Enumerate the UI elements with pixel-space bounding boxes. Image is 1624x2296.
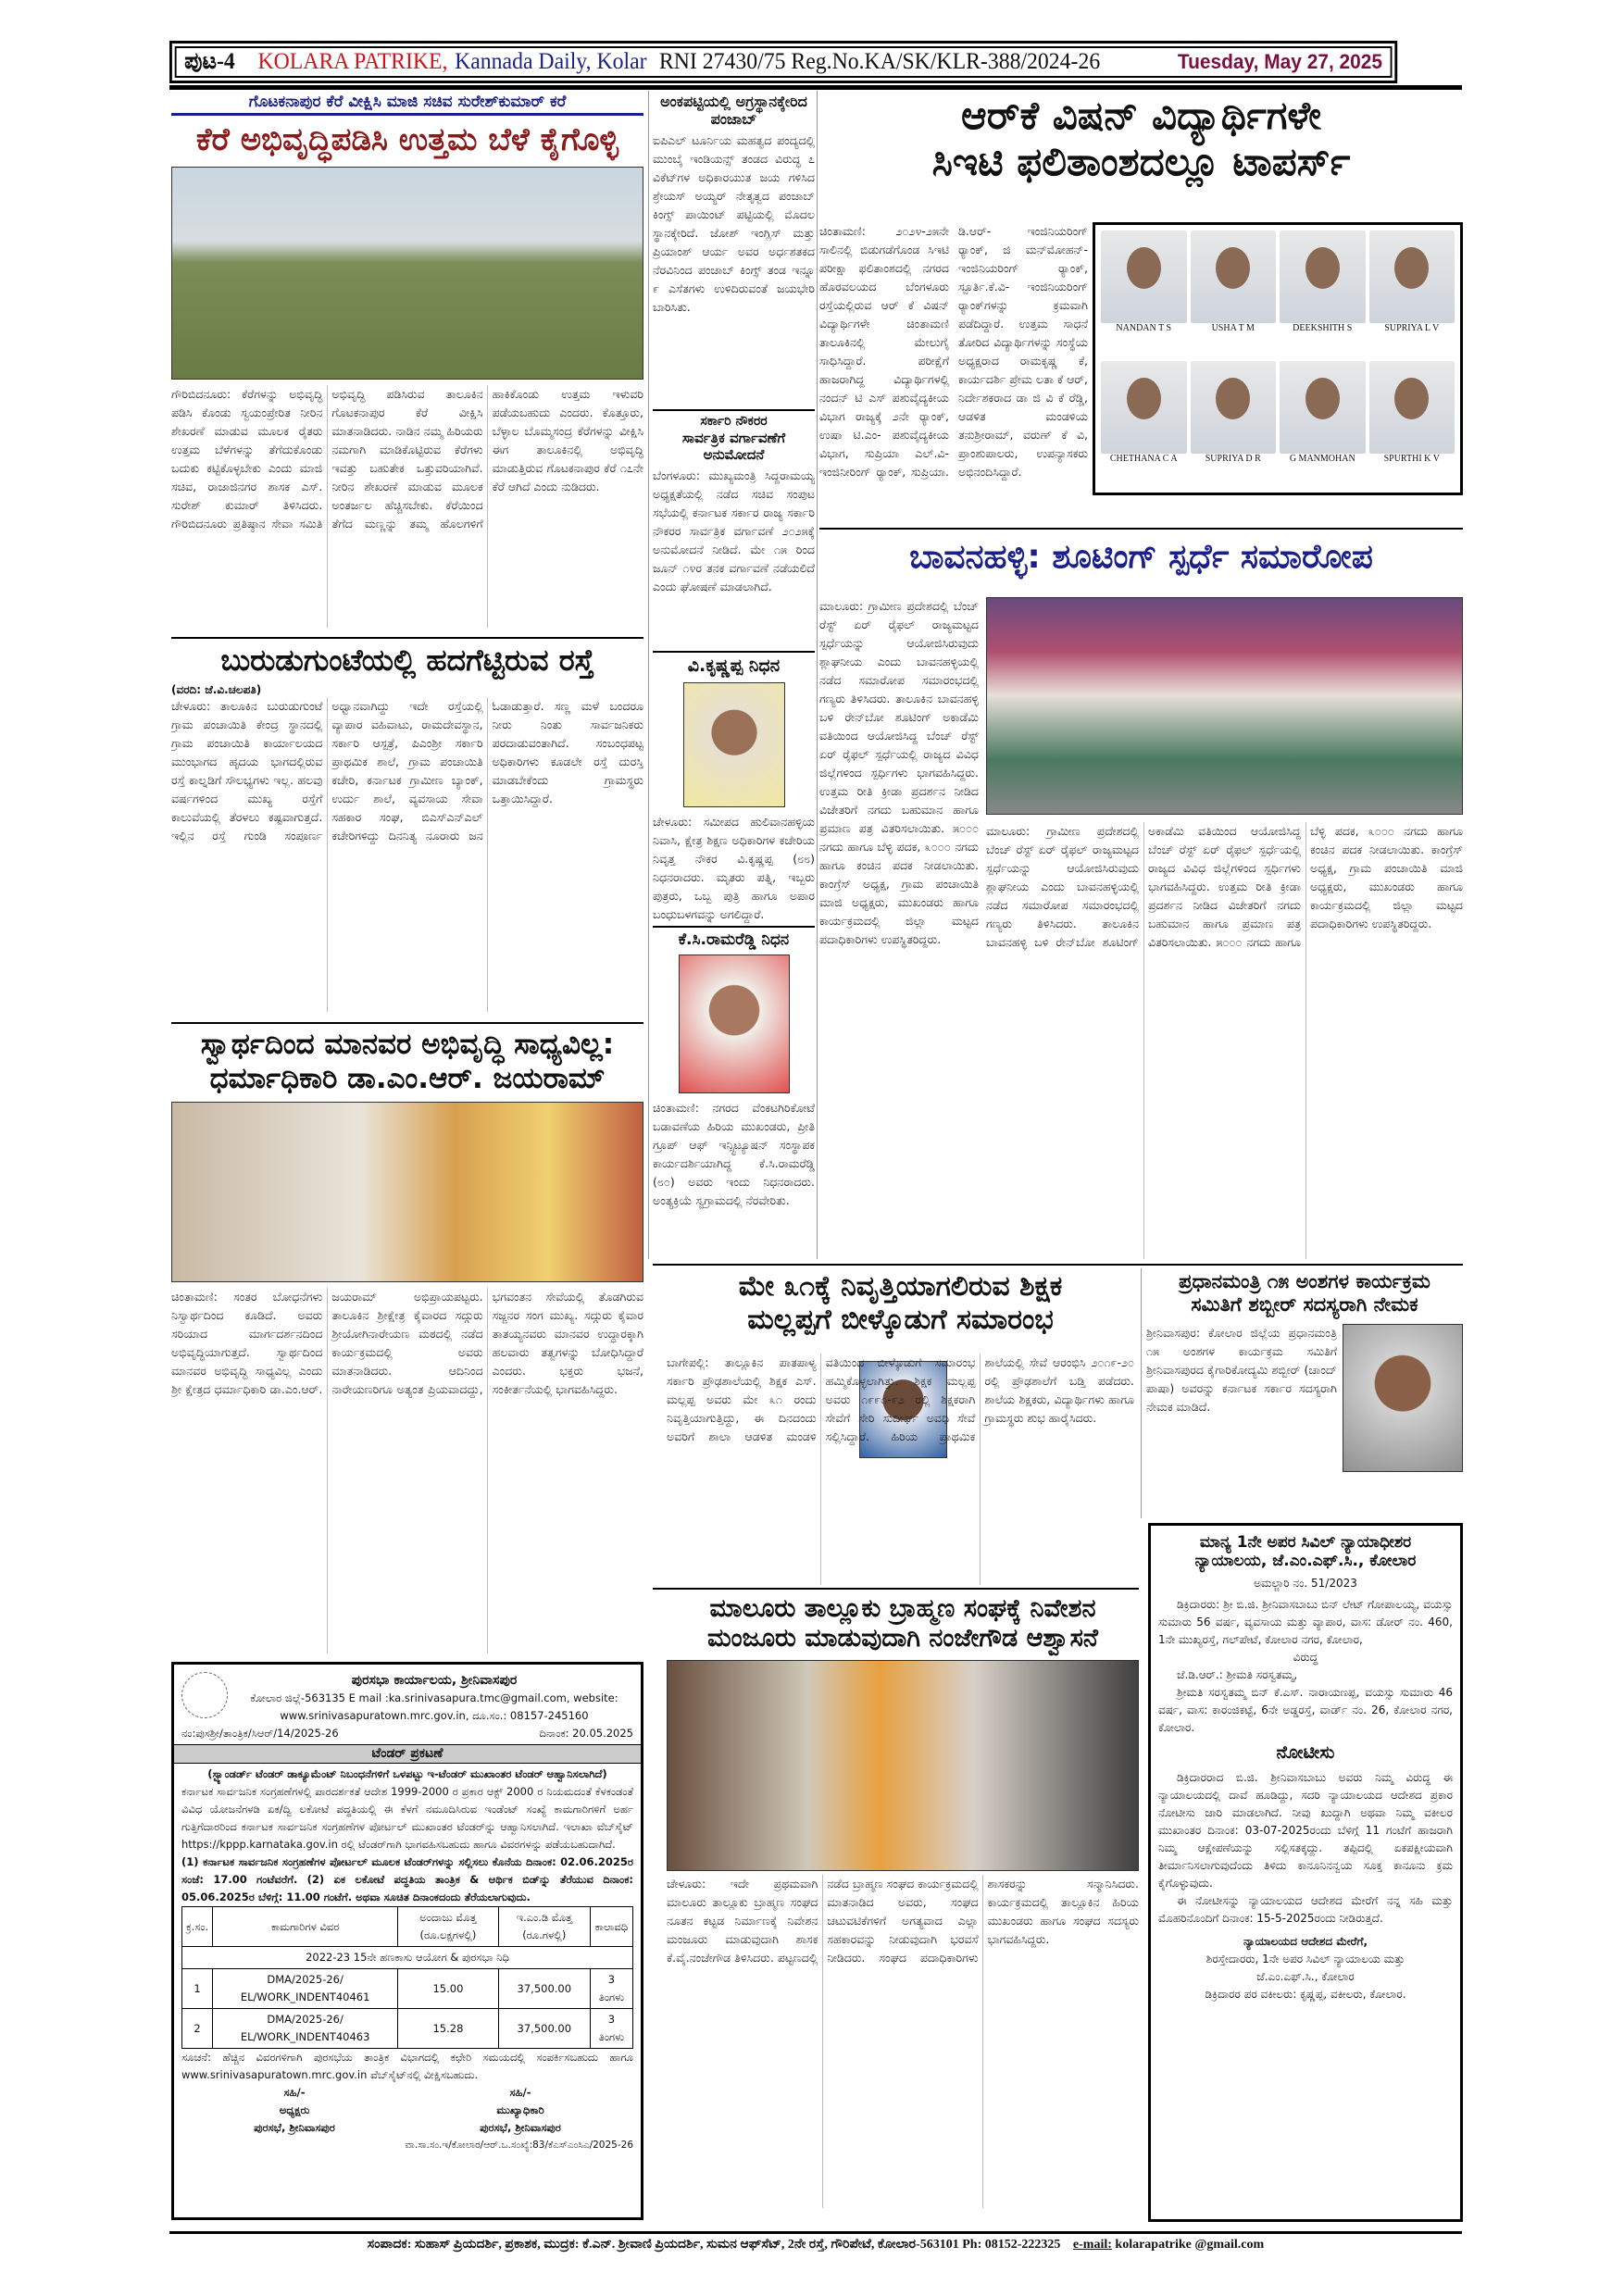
- article-headline: ಬಾವನಹಳ್ಳಿ: ಶೂಟಿಂಗ್ ಸ್ಪರ್ಧೆ ಸಮಾರೋಪ: [909, 538, 1373, 576]
- student-card: NANDAN T S: [1101, 231, 1187, 357]
- signatory-line2: ಜೆ.ಎಂ.ಎಫ್.ಸಿ., ಕೋಲಾರ: [1256, 1969, 1355, 1983]
- notice-date: ದಿನಾಂಕ: 20.05.2025: [539, 1727, 633, 1740]
- article-transfer: [653, 414, 815, 652]
- court-title-line2: ನ್ಯಾಯಾಲಯ, ಜೆ.ಎಂ.ಎಫ್.ಸಿ., ಕೋಲಾರ: [1194, 1552, 1417, 1571]
- office-website: www.srinivasapuratown.mrc.gov.in, ದೂ.ಸಂ.: 08157-245160: [280, 1709, 589, 1722]
- article-body: ಚಿಂತಾಮಣಿ: ೨೦೨೪-೨೫ನೇ ಸಾಲಿನಲ್ಲಿ ಬಿಡುಗಡೆಗೊಂಡ ಸಿಇಟಿ ಪರೀಕ್ಷಾ ಫಲಿತಾಂಶದಲ್ಲಿ ನಗರದ ಹೊರವಲಯದ ಬೆಂಗಳೂರು ರಸ್ತೆಯಲ್ಲಿರುವ ಆರ್ ಕೆ ವಿಷನ್ ವಿದ್ಯಾರ್ಥಿಗಳೇ ಚಿಂತಾಮಣಿ ತಾಲೂಕಿನಲ್ಲಿ ಮೇಲುಗೈ ಸಾಧಿಸಿದ್ದಾರೆ. ಪರೀಕ್ಷೆಗೆ ಹಾಜರಾಗಿದ್ದ ವಿದ್ಯಾರ್ಥಿಗಳಲ್ಲಿ ನಂದನ್ ಟಿ ಎಸ್ ಪಶುವೈದ್ಯಕೀಯ ವಿಭಾಗ ರಾಜ್ಯಕ್ಕೆ ೨ನೇ ರ್‍ಯಾಂಕ್, ಉಷಾ ಟಿ.ಎಂ- ಪಶುವೈದ್ಯಕೀಯ ವಿಭಾಗ, ಸುಪ್ರಿಯಾ ಎಲ್.ವಿ- ಇಂಜಿನೀರಿಂಗ್ ರ್‍ಯಾಂಕ್, ಸುಪ್ರಿಯಾ. ಡಿ.ಆರ್- ಇಂಜಿನಿಯರಿಂಗ್ ರ್‍ಯಾಂಕ್, ಜಿ ಮನ್‌ಮೋಹನ್- ಇಂಜಿನಿಯರಿಂಗ್ ರ್‍ಯಾಂಕ್, ಸ್ಪೂರ್ತಿ.ಕೆ.ವಿ- ಇಂಜಿನಿಯರಿಂಗ್ ರ್‍ಯಾಂಕ್‌ಗಳನ್ನು ಕ್ರಮವಾಗಿ ಪಡೆದಿದ್ದಾರೆ. ಉತ್ತಮ ಸಾಧನೆ ತೋರಿದ ವಿದ್ಯಾರ್ಥಿಗಳನ್ನು ಸಂಸ್ಥೆಯ ಅಧ್ಯಕ್ಷರಾದ ರಾಮಕೃಷ್ಣ ಕೆ, ಕಾರ್ಯದರ್ಶಿ ಪ್ರೇಮ ಲತಾ ಕೆ ಆರ್, ನಿರ್ದೇಶಕರಾದ ಡಾ ಜಿ ವಿ ಕೆ ರೆಡ್ಡಿ, ಆಡಳಿತ ಮಂಡಳಿಯ ತನುಶ್ರೀರಾಮ್, ವರುಣ್ ಕೆ ವಿ, ಪ್ರಾಂಶುಪಾಲರು, ಉಪನ್ಯಾಸಕರು ಅಭಿನಂದಿಸಿದ್ದಾರೆ.: [819, 224, 1088, 479]
- student-card: USHA T M: [1191, 231, 1277, 357]
- email-label: e-mail:: [1072, 2238, 1112, 2252]
- versus-label: ವಿರುದ್ಧ: [1293, 1650, 1318, 1664]
- portrait-photo: [683, 682, 785, 807]
- notice-issue-date: ಈ ನೋಟೀಸನ್ನು ನ್ಯಾಯಾಲಯದ ಆದೇಶದ ಮೇರೆಗೆ ನನ್ನ ಸಹಿ ಮತ್ತು ಮೊಹರಿನೊಂದಿಗೆ ದಿನಾಂಕ: 15-5-2025ರಂದು ನೀಡಿರುತ್ತದೆ.: [1158, 1893, 1453, 1925]
- divider: [653, 1588, 1139, 1590]
- article-headline-line2: ಮಲ್ಲಪ್ಪಗೆ ಬೀಳ್ಕೊಡುಗೆ ಸಮಾರಂಭ: [747, 1304, 1054, 1336]
- article-punjab: [653, 93, 815, 377]
- portrait-photo: [679, 955, 790, 1093]
- column-header: ಕಾಲಾವಧಿ: [590, 1907, 632, 1947]
- divider: [653, 926, 815, 928]
- student-photo: [1191, 361, 1277, 454]
- article-headline-line2: ಧರ್ಮಾಧಿಕಾರಿ ಡಾ.ಎಂ.ಆರ್. ಜಯರಾಮ್: [209, 1062, 606, 1096]
- table-row: 1 DMA/2025-26/ EL/WORK_INDENT40461 15.00 37,500.00 3 ತಿಂಗಳು: [182, 1969, 633, 2009]
- column-header: ಅಂದಾಜು ಮೊತ್ತ (ರೂ.ಲಕ್ಷಗಳಲ್ಲಿ): [398, 1907, 499, 1947]
- release-code: ವಾ.ಸಾ.ಸಂ.ಇ/ಕೋಲಾರ/ಆರ್.ಒ.ಸಂಖ್ಯೆ:83/ಕೆಎಸ್ಎಂಸಿಎ/2025-26: [405, 2140, 633, 2151]
- divider: [653, 409, 815, 411]
- student-photo: [1101, 361, 1187, 454]
- student-photo: [1191, 231, 1277, 323]
- article-malur: [667, 1594, 1139, 2208]
- office-name: ಪುರಸಭಾ ಕಾರ್ಯಾಲಯ, ಶ್ರೀನಿವಾಸಪುರ: [351, 1673, 518, 1688]
- column-rule: [1141, 1268, 1142, 1518]
- signatory-line1: ಶಿರಸ್ತೇದಾರರು, 1ನೇ ಅಪರ ಸಿವಿಲ್ ನ್ಯಾಯಾಲಯ ಮತ್ತು: [1206, 1952, 1405, 1965]
- order-line: ನ್ಯಾಯಾಲಯದ ಆದೇಶದ ಮೇರೆಗೆ,: [1243, 1934, 1368, 1948]
- page-number: ಪುಟ-4: [184, 49, 235, 74]
- divider: [819, 528, 1463, 530]
- article-jayaram: [171, 1028, 643, 1653]
- signature-chief-officer: ಸಹಿ/- ಮುಖ್ಯಾಧಿಕಾರಿ ಪುರಸಭೆ, ಶ್ರೀನಿವಾಸಪುರ: [480, 2086, 561, 2134]
- reference-number: ನಂ:ಪುಸಶ್ರೀ/ತಾಂತ್ರಿಕ/ಸಿಆರ್/14/2025-26: [181, 1727, 339, 1740]
- student-card: SUPRIYA L V: [1369, 231, 1455, 357]
- article-shabbir: [1146, 1270, 1463, 1477]
- student-photo: [1280, 361, 1366, 454]
- student-card: SPURTHI K V: [1369, 361, 1455, 488]
- tender-notice: [171, 1662, 643, 2220]
- article-body: ಬಾಗೇಪಲ್ಲಿ: ತಾಲ್ಲೂಕಿನ ಪಾತಪಾಳ್ಯ ಸರ್ಕಾರಿ ಪ್ರೌಢಶಾಲೆಯಲ್ಲಿ ಶಿಕ್ಷಕ ಎಸ್. ಮಲ್ಲಪ್ಪ ಅವರು ಮೇ ೩೧ ರಂದು ನಿವೃತ್ತಿಯಾಗುತ್ತಿದ್ದು, ಈ ದಿನದಂದು ಅವರಿಗೆ ಶಾಲಾ ಆಡಳಿತ ಮಂಡಳಿ ವತಿಯಿಂದ ಬೀಳ್ಕೊಡುಗೆ ಸಮಾರಂಭ ಹಮ್ಮಿಕೊಳ್ಳಲಾಗಿತ್ತು. ಶಿಕ್ಷಕ ಮಲ್ಲಪ್ಪ ಅವರು ೧೯೯೧-೯೨ ರಲ್ಲಿ ಶಿಕ್ಷಕರಾಗಿ ಸೇವೆಗೆ ಸೇರಿ ಸುದೀರ್ಘ ಅವಧಿ ಸೇವೆ ಸಲ್ಲಿಸಿದ್ದಾರೆ. ಹಿರಿಯ ಪ್ರಾಥಮಿಕ ಶಾಲೆಯಲ್ಲಿ ಸೇವೆ ಆರಂಭಿಸಿ ೨೦೧೯-೨೦ ರಲ್ಲಿ ಪ್ರೌಢಶಾಲೆಗೆ ಬಡ್ತಿ ಪಡೆದರು. ಶಾಲೆಯ ಶಿಕ್ಷಕರು, ವಿದ್ಯಾರ್ಥಿಗಳು ಹಾಗೂ ಗ್ರಾಮಸ್ಥರು ಶುಭ ಹಾರೈಸಿದರು.: [667, 1355, 1134, 1443]
- article-headline: ಕೆರೆ ಅಭಿವೃದ್ಧಿಪಡಿಸಿ ಉತ್ತಮ ಬೆಳೆ ಕೈಗೊಳ್ಳಿ: [195, 121, 619, 158]
- felicitation-photo: [667, 1660, 1139, 1871]
- article-body: ಮಾಲೂರು: ಗ್ರಾಮೀಣ ಪ್ರದೇಶದಲ್ಲಿ ಬೆಂಚ್ ರೆಸ್ಟ್ ಏರ್ ರೈಫಲ್ ರಾಜ್ಯಮಟ್ಟದ ಸ್ಪರ್ಧೆಯನ್ನು ಆಯೋಜಿಸಿರುವುದು ಶ್ಲಾಘನೀಯ ಎಂದು ಬಾವನಹಳ್ಳಿಯಲ್ಲಿ ನಡೆದ ಸಮಾರೋಪ ಸಮಾರಂಭದಲ್ಲಿ ಗಣ್ಯರು ತಿಳಿಸಿದರು. ತಾಲೂಕಿನ ಬಾವನಹಳ್ಳಿ ಬಳಿ ರೇನ್‌ಬೋ ಶೂಟಿಂಗ್ ಅಕಾಡೆಮಿ ವತಿಯಿಂದ ಆಯೋಜಿಸಿದ್ದ ಬೆಂಚ್ ರೆಸ್ಟ್ ಏರ್ ರೈಫಲ್ ಸ್ಪರ್ಧೆಯಲ್ಲಿ ರಾಜ್ಯದ ವಿವಿಧ ಜಿಲ್ಲೆಗಳಿಂದ ಸ್ಪರ್ಧಿಗಳು ಭಾಗವಹಿಸಿದ್ದರು. ಉತ್ತಮ ರೀತಿ ಕ್ರೀಡಾ ಪ್ರದರ್ಶನ ನೀಡಿದ ವಿಜೇತರಿಗೆ ನಗದು ಬಹುಮಾನ ಹಾಗೂ ಪ್ರಮಾಣ ಪತ್ರ ವಿತರಿಸಲಾಯಿತು. ೫೦೦೦ ನಗದು ಹಾಗೂ ಬೆಳ್ಳಿ ಪದಕ, ೩೦೦೦ ನಗದು ಹಾಗೂ ಕಂಚಿನ ಪದಕ ನೀಡಲಾಯಿತು. ಕಾಂಗ್ರೆಸ್ ಅಧ್ಯಕ್ಷ, ಗ್ರಾಮ ಪಂಚಾಯಿತಿ ಮಾಜಿ ಅಧ್ಯಕ್ಷರು, ಮುಖಂಡರು ಹಾಗೂ ಕಾರ್ಯಕ್ರಮದಲ್ಲಿ ಜಿಲ್ಲಾ ಮಟ್ಟದ ಪದಾಧಿಕಾರಿಗಳು ಉಪಸ್ಥಿತರಿದ್ದರು.: [819, 599, 979, 946]
- article-road: [171, 643, 643, 1012]
- tender-body: ಕರ್ನಾಟಕ ಸಾರ್ವಜನಿಕ ಸಂಗ್ರಹಣೆಗಳಲ್ಲಿ ಪಾರದರ್ಶಕತೆ ಆದೇಶ 1999-2000 ರ ಪ್ರಕಾರ ಆಕ್ಟ್ 2000 ರ ನಿಯಮದಂತೆ ಕೆಳಕಂಡಂತೆ ವಿವಿಧ ಯೋಜನೆಗಳಡಿ ಏಕ/ದ್ವಿ ಲಕೋಟೆ ಪದ್ಧತಿಯಲ್ಲಿ ಈ ಕೆಳಗೆ ನಮೂದಿಸಿರುವ ಇಂಡೆಂಟ್ ಸಂಖ್ಯೆ ಕಾಮಗಾರಿಗಳಿಗೆ ಅರ್ಹ ಗುತ್ತಿಗೆದಾರರಿಂದ ಕರ್ನಾಟಕ ಸಾರ್ವಜನಿಕ ಸಂಗ್ರಹಣೆಗಳ ಪೋರ್ಟಲ್ ಮುಖಾಂತರ ಟೆಂಡರ್‌ನ್ನು ಆಹ್ವಾನಿಸಲಾಗಿದೆ. ಇಲಾಖಾ ವೆಬ್‌ಸೈಟ್ https://kppp.karnataka.gov.in ರಲ್ಲಿ ಟೆಂಡರ್‌ಗಾಗಿ ಭಾಗವಹಿಸಬಹುದು ಹಾಗೂ ವಿವರಗಳನ್ನು ಪಡೆಯಬಹುದಾಗಿದೆ.: [181, 1785, 633, 1851]
- article-headline: ಬುರುಡುಗುಂಟೆಯಲ್ಲಿ ಹದಗೆಟ್ಟಿರುವ ರಸ್ತೆ: [220, 643, 594, 678]
- issue-date: Tuesday, May 27, 2025: [1177, 50, 1383, 73]
- article-headline: ಕೆ.ಸಿ.ರಾಮರೆಡ್ಡಿ ನಿಧನ: [678, 930, 790, 949]
- tender-note: ಸೂಚನೆ: ಹೆಚ್ಚಿನ ವಿವರಗಳಿಗಾಗಿ ಪುರಸಭೆಯ ತಾಂತ್ರಿಕ ವಿಭಾಗದಲ್ಲಿ ಕಛೇರಿ ಸಮಯದಲ್ಲಿ ಸಂಪರ್ಕಿಸಬಹುದು ಹಾಗೂ www.srinivasapuratown.mrc.gov.in ವೆಬ್‌ಸೈಟ್‌ನಲ್ಲಿ ವೀಕ್ಷಿಸಬಹುದು.: [181, 2051, 633, 2081]
- article-body: ಚೇಳೂರು: ಇದೇ ಪ್ರಥಮವಾಗಿ ಮಾಲೂರು ತಾಲ್ಲೂಕು ಬ್ರಾಹ್ಮಣ ಸಂಘದ ನೂತನ ಕಟ್ಟಡ ನಿರ್ಮಾಣಕ್ಕೆ ನಿವೇಶನ ಮಂಜೂರು ಮಾಡುವುದಾಗಿ ಶಾಸಕ ಕೆ.ವೈ.ನಂಜೇಗೌಡ ತಿಳಿಸಿದರು. ಪಟ್ಟಣದಲ್ಲಿ ನಡೆದ ಬ್ರಾಹ್ಮಣ ಸಂಘದ ಕಾರ್ಯಕ್ರಮದಲ್ಲಿ ಮಾತನಾಡಿದ ಅವರು, ಸಂಘದ ಚಟುವಟಿಕೆಗಳಿಗೆ ಅಗತ್ಯವಾದ ಎಲ್ಲಾ ಸಹಕಾರವನ್ನು ನೀಡುವುದಾಗಿ ಭರವಸೆ ನೀಡಿದರು. ಸಂಘದ ಪದಾಧಿಕಾರಿಗಳು ಶಾಸಕರನ್ನು ಸನ್ಮಾನಿಸಿದರು. ಕಾರ್ಯಕ್ರಮದಲ್ಲಿ ತಾಲ್ಲೂಕಿನ ಹಿರಿಯ ಮುಖಂಡರು ಹಾಗೂ ಸಂಘದ ಸದಸ್ಯರು ಭಾಗವಹಿಸಿದ್ದರು.: [667, 1876, 1139, 1965]
- article-byline: (ವರದಿ: ಜೆ.ವಿ.ಚಲಪತಿ): [171, 683, 262, 697]
- table-header: [182, 1907, 633, 1947]
- article-headline-line1: ಸ್ವಾರ್ಥದಿಂದ ಮಾನವರ ಅಭಿವೃದ್ಧಿ ಸಾಧ್ಯವಿಲ್ಲ:: [200, 1028, 615, 1061]
- tender-dates: (1) ಕರ್ನಾಟಕ ಸಾರ್ವಜನಿಕ ಸಂಗ್ರಹಣೆಗಳ ಪೋರ್ಟಲ್ ಮೂಲಕ ಟೆಂಡರ್‌ಗಳನ್ನು ಸಲ್ಲಿಸಲು ಕೊನೆಯ ದಿನಾಂಕ: 02.06.2025ರ ಸಂಜೆ: 17.00 ಗಂಟೆವರೆಗೆ. (2) ಏಕ ಲಕೋಟೆ ಪದ್ಧತಿಯ ತಾಂತ್ರಿಕ & ಆರ್ಥಿಕ ಬಿಡ್‌ನ್ನು ತೆರೆಯುವ ದಿನಾಂಕ: 05.06.2025ರ ಬೆಳಿಗ್ಗೆ: 11.00 ಗಂಟೆಗೆ. ಅಥವಾ ಸೂಚಿತ ದಿನಾಂಕದಂದು ತೆರೆಯಲಾಗುವುದು.: [181, 1855, 633, 1903]
- fund-group: 2022-23 15ನೇ ಹಣಕಾಸು ಆಯೋಗ & ಪುರಸಭಾ ನಿಧಿ: [182, 1947, 633, 1969]
- decree-holder: ಡಿಕ್ರಿದಾರರು: ಶ್ರೀ ಬಿ.ಜಿ. ಶ್ರೀನಿವಾಸಬಾಬು ಬಿನ್ ಲೇಟ್ ಗೋಪಾಲಯ್ಯ, ವಯಸ್ಸು ಸುಮಾರು 56 ವರ್ಷ, ವ್ಯವಸಾಯ ಮತ್ತು ವ್ಯಾಪಾರ, ವಾಸ: ಡೋರ್ ನಂ. 460, 1ನೇ ಮುಖ್ಯರಸ್ತೆ, ಗಲ್‌ಪೇಟೆ, ಕೋಲಾರ ನಗರ, ಕೋಲಾರ,: [1158, 1597, 1453, 1646]
- works-table: [181, 1906, 633, 2049]
- tender-title: ಟೆಂಡರ್ ಪ್ರಕಟಣೆ: [174, 1744, 641, 1764]
- court-title-line1: ಮಾನ್ಯ 1ನೇ ಅಪರ ಸಿವಿಲ್ ನ್ಯಾಯಾಧೀಶರ: [1199, 1533, 1412, 1552]
- article-lake: [171, 93, 643, 628]
- article-body: ಚಿಂತಾಮಣಿ: ನಗರದ ವೆಂಕಟಗಿರಿಕೋಟೆ ಬಡಾವಣೆಯ ಹಿರಿಯ ಮುಖಂಡರು, ಪ್ರೀತಿ ಗ್ರೂಪ್ ಆಫ್ ಇನ್ಸ್ಟಿಟ್ಯೂಷನ್ ಸಂಸ್ಥಾಪಕ ಕಾರ್ಯದರ್ಶಿಯಾಗಿದ್ದ ಕೆ.ಸಿ.ರಾಮರೆಡ್ಡಿ (೮೦) ಅವರು ಇಂದು ನಿಧನರಾದರು. ಅಂತ್ಯಕ್ರಿಯೆ ಸ್ವಗ್ರಾಮದಲ್ಲಿ ನೆರವೇರಿತು.: [653, 1101, 815, 1208]
- article-body: ಐಪಿಎಲ್ ಟೂರ್ನಿಯ ಮಹತ್ವದ ಪಂದ್ಯದಲ್ಲಿ ಮುಂಬೈ ಇಂಡಿಯನ್ಸ್ ತಂಡದ ವಿರುದ್ಧ ೭ ವಿಕೆಟ್‌ಗಳ ಅಧಿಕಾರಯುತ ಜಯ ಗಳಿಸಿದ ಶ್ರೇಯಸ್ ಅಯ್ಯರ್ ನೇತೃತ್ವದ ಪಂಜಾಬ್ ಕಿಂಗ್ಸ್ ಪಾಯಿಂಟ್ ಪಟ್ಟಿಯಲ್ಲಿ ಮೊದಲ ಸ್ಥಾನಕ್ಕೇರಿದೆ. ಜೋಶ್ ಇಂಗ್ಲಿಸ್ ಮತ್ತು ಪ್ರಿಯಾಂಶ್ ಆರ್ಯ ಅವರ ಅರ್ಧಶತಕದ ನೆರವಿನಿಂದ ಪಂಜಾಬ್ ಕಿಂಗ್ಸ್ ತಂಡ ಇನ್ನೂ ೯ ಎಸೆತಗಳು ಉಳಿದಿರುವಂತೆ ಜಯಭೇರಿ ಬಾರಿಸಿತು.: [653, 133, 815, 315]
- email-address[interactable]: kolarapatrike @gmail.com: [1115, 2238, 1265, 2252]
- article-body: ಶ್ರೀನಿವಾಸಪುರ: ಕೋಲಾರ ಜಿಲ್ಲೆಯ ಪ್ರಧಾನಮಂತ್ರಿ ೧೫ ಅಂಶಗಳ ಕಾರ್ಯಕ್ರಮ ಸಮಿತಿಗೆ ಶ್ರೀನಿವಾಸಪುರದ ಕೈಗಾರಿಕೋದ್ಯಮಿ ಶಬ್ಬೀರ್ (ಚಾಂದ್ ಪಾಷಾ) ಅವರನ್ನು ಕರ್ನಾಟಕ ಸರ್ಕಾರ ಸದಸ್ಯರಾಗಿ ನೇಮಕ ಮಾಡಿದೆ.: [1146, 1326, 1337, 1415]
- column-rule: [648, 91, 649, 1259]
- paper-tagline: Kannada Daily, Kolar: [455, 49, 647, 74]
- court-notice: [1148, 1523, 1463, 2222]
- obituary-krishnappa: [653, 655, 815, 924]
- column-header: ಕಾಮಗಾರಿಗಳ ವಿವರ: [213, 1907, 398, 1947]
- student-photo: [1369, 231, 1455, 323]
- imprint-text: ಸಂಪಾದಕ: ಸುಹಾಸ್ ಪ್ರಿಯದರ್ಶಿ, ಪ್ರಕಾಶಕ, ಮುದ್ರಕ: ಕೆ.ಎನ್. ಶ್ರೀವಾಣಿ ಪ್ರಿಯದರ್ಶಿ, ಸುಮನ ಆಫ್‌ಸೆಟ್, 2ನೇ ರಸ್ತೆ, ಗೌರಿಪೇಟೆ, ಕೋಲಾರ-563101 Ph: 08152-222325: [367, 2238, 1061, 2252]
- student-photo: [1101, 231, 1187, 323]
- notice-body: ಡಿಕ್ರಿದಾರರಾದ ಬಿ.ಜಿ. ಶ್ರೀನಿವಾಸಬಾಬು ಅವರು ನಿಮ್ಮ ವಿರುದ್ಧ ಈ ನ್ಯಾಯಾಲಯದಲ್ಲಿ ದಾವೆ ಹೂಡಿದ್ದು, ಸದರಿ ನ್ಯಾಯಾಲಯದ ಆದೇಶದ ಪ್ರಕಾರ ನೋಟೀಸು ಜಾರಿ ಮಾಡಲಾಗಿದೆ. ನೀವು ಖುದ್ದಾಗಿ ಅಥವಾ ನಿಮ್ಮ ವಕೀಲರ ಮುಖಾಂತರ ದಿನಾಂಕ: 03-07-2025ರಂದು ಬೆಳಿಗ್ಗೆ 11 ಗಂಟೆಗೆ ಹಾಜರಾಗಿ ನಿಮ್ಮ ಆಕ್ಷೇಪಣೆಯನ್ನು ಸಲ್ಲಿಸತಕ್ಕದ್ದು. ತಪ್ಪಿದಲ್ಲಿ ಏಕಪಕ್ಷೀಯವಾಗಿ ತೀರ್ಮಾನಿಸಲಾಗುವುದೆಂದು ತಿಳಿದು ಕಾನೂನಿನನ್ವಯ ಸೂಕ್ತ ಕಾನೂನು ಕ್ರಮ ಕೈಗೊಳ್ಳುವುದು.: [1158, 1770, 1453, 1890]
- respondent-details: ಶ್ರೀಮತಿ ಸರಸ್ವತಮ್ಮ ಬಿನ್ ಕೆ.ಎಸ್. ನಾರಾಯಣಪ್ಪ, ವಯಸ್ಸು ಸುಮಾರು 46 ವರ್ಷ, ವಾಸ: ಕಾರಂಜಿಕಟ್ಟೆ, 6ನೇ ಅಡ್ಡರಸ್ತೆ, ವಾರ್ಡ್ ನಂ. 26, ಕೋಲಾರ ನಗರ, ಕೋಲಾರ.: [1158, 1685, 1453, 1734]
- article-headline-line1: ಸರ್ಕಾರಿ ನೌಕರರ: [700, 414, 768, 429]
- article-body-continued: ಮಾಲೂರು: ಗ್ರಾಮೀಣ ಪ್ರದೇಶದಲ್ಲಿ ಬೆಂಚ್ ರೆಸ್ಟ್ ಏರ್ ರೈಫಲ್ ರಾಜ್ಯಮಟ್ಟದ ಸ್ಪರ್ಧೆಯನ್ನು ಆಯೋಜಿಸಿರುವುದು ಶ್ಲಾಘನೀಯ ಎಂದು ಬಾವನಹಳ್ಳಿಯಲ್ಲಿ ನಡೆದ ಸಮಾರೋಪ ಸಮಾರಂಭದಲ್ಲಿ ಗಣ್ಯರು ತಿಳಿಸಿದರು. ತಾಲೂಕಿನ ಬಾವನಹಳ್ಳಿ ಬಳಿ ರೇನ್‌ಬೋ ಶೂಟಿಂಗ್ ಅಕಾಡೆಮಿ ವತಿಯಿಂದ ಆಯೋಜಿಸಿದ್ದ ಬೆಂಚ್ ರೆಸ್ಟ್ ಏರ್ ರೈಫಲ್ ಸ್ಪರ್ಧೆಯಲ್ಲಿ ರಾಜ್ಯದ ವಿವಿಧ ಜಿಲ್ಲೆಗಳಿಂದ ಸ್ಪರ್ಧಿಗಳು ಭಾಗವಹಿಸಿದ್ದರು. ಉತ್ತಮ ರೀತಿ ಕ್ರೀಡಾ ಪ್ರದರ್ಶನ ನೀಡಿದ ವಿಜೇತರಿಗೆ ನಗದು ಬಹುಮಾನ ಹಾಗೂ ಪ್ರಮಾಣ ಪತ್ರ ವಿತರಿಸಲಾಯಿತು. ೫೦೦೦ ನಗದು ಹಾಗೂ ಬೆಳ್ಳಿ ಪದಕ, ೩೦೦೦ ನಗದು ಹಾಗೂ ಕಂಚಿನ ಪದಕ ನೀಡಲಾಯಿತು. ಕಾಂಗ್ರೆಸ್ ಅಧ್ಯಕ್ಷ, ಗ್ರಾಮ ಪಂಚಾಯಿತಿ ಮಾಜಿ ಅಧ್ಯಕ್ಷರು, ಮುಖಂಡರು ಹಾಗೂ ಕಾರ್ಯಕ್ರಮದಲ್ಲಿ ಜಿಲ್ಲಾ ಮಟ್ಟದ ಪದಾಧಿಕಾರಿಗಳು ಉಪಸ್ಥಿತರಿದ್ದರು.: [986, 824, 1463, 949]
- column-header: ಇ.ಎಂ.ಡಿ ಮೊತ್ತ (ರೂ.ಗಳಲ್ಲಿ): [498, 1907, 590, 1947]
- signature-chairman: ಸಹಿ/- ಅಧ್ಯಕ್ಷರು ಪುರಸಭೆ, ಶ್ರೀನಿವಾಸಪುರ: [254, 2086, 335, 2134]
- column-rule: [817, 91, 818, 1259]
- article-headline-line1: ಮಾಲೂರು ತಾಲ್ಲೂಕು ಬ್ರಾಹ್ಮಣ ಸಂಘಕ್ಕೆ ನಿವೇಶನ: [709, 1594, 1096, 1623]
- advocate-line: ಡಿಕ್ರಿದಾರರ ಪರ ವಕೀಲರು: ಕೃಷ್ಣಪ್ಪ, ವಕೀಲರು, ಕೋಲಾರ.: [1205, 1987, 1406, 2001]
- emblem-icon: [181, 1672, 228, 1718]
- registration-number: RNI 27430/75 Reg.No.KA/SK/KLR-388/2024-26: [658, 49, 1101, 74]
- student-photo-grid: [1093, 222, 1463, 495]
- article-headline-line1: ಮೇ ೩೧ಕ್ಕೆ ನಿವೃತ್ತಿಯಾಗಲಿರುವ ಶಿಕ್ಷಕ: [738, 1270, 1063, 1303]
- article-headline-line2: ಮಂಜೂರು ಮಾಡುವುದಾಗಿ ನಂಜೇಗೌಡ ಆಶ್ವಾಸನೆ: [706, 1624, 1099, 1653]
- student-card: DEEKSHITH S: [1280, 231, 1366, 357]
- portrait-photo: [1343, 1324, 1463, 1472]
- judgment-debtor: ಜೆ.ಡಿ.ಆರ್.: ಶ್ರೀಮತಿ ಸರಸ್ವತಮ್ಮ,: [1177, 1667, 1298, 1681]
- article-headline-line2: ಸಿಇಟಿ ಫಲಿತಾಂಶದಲ್ಲೂ ಟಾಪರ್ಸ್: [931, 139, 1351, 185]
- student-card: CHETHANA C A: [1101, 361, 1187, 488]
- office-address: ಕೋಲಾರ ಜಿಲ್ಲೆ-563135 E mail :ka.srinivasapura.tmc@gmail.com, website:: [250, 1691, 618, 1704]
- article-headline-line1: ಆರ್‌ಕೆ ವಿಷನ್ ವಿದ್ಯಾರ್ಥಿಗಳೇ: [960, 93, 1322, 138]
- divider: [653, 651, 815, 653]
- article-headline-line1: ಪ್ರಧಾನಮಂತ್ರಿ ೧೫ ಅಂಶಗಳ ಕಾರ್ಯಕ್ರಮ: [1179, 1270, 1430, 1292]
- article-body: ಗೌರಿಬಿದನೂರು: ಕೆರೆಗಳನ್ನು ಅಭಿವೃದ್ಧಿ ಪಡಿಸಿ ಕೊಂಡು ಸ್ವಯಂಪ್ರೇರಿತ ನೀರಿನ ಶೇಖರಣೆ ಮಾಡುವ ಮೂಲಕ ರೈತರು ಉತ್ತಮ ಬೆಳೆಗಳನ್ನು ತೆಗೆದುಕೊಂಡು ಬದುಕು ಕಟ್ಟಿಕೊಳ್ಳಬೇಕು ಎಂದು ಮಾಜಿ ಸಚಿವ, ರಾಜಾಜಿನಗರ ಶಾಸಕ ಎಸ್. ಸುರೇಶ್ ಕುಮಾರ್ ತಿಳಿಸಿದರು. ಗೌರಿಬಿದನೂರು ಪ್ರತಿಷ್ಠಾನ ಸೇವಾ ಸಮಿತಿ ಅಭಿವೃದ್ಧಿ ಪಡಿಸಿರುವ ತಾಲೂಕಿನ ಗೊಟಕನಾಪುರ ಕೆರೆ ವೀಕ್ಷಿಸಿ ಮಾತನಾಡಿದರು. ನಾಡಿನ ನಮ್ಮ ಹಿರಿಯರು ನಮಗಾಗಿ ಮಾಡಿಕೊಟ್ಟಿರುವ ಕೆರೆಗಳು ಇವತ್ತು ಬಹುತೇಕ ಒತ್ತುವರಿಯಾಗಿವೆ. ನೀರಿನ ಶೇಖರಣೆ ಮಾಡುವ ಮೂಲಕ ಅಂತರ್ಜಲ ಹೆಚ್ಚಿಸಬೇಕು. ಕೆರೆಯಿಂದ ತೆಗೆದ ಮಣ್ಣನ್ನು ತಮ್ಮ ಹೊಲಗಳಿಗೆ ಹಾಕಿಕೊಂಡು ಉತ್ತಮ ಇಳುವರಿ ಪಡೆಯಬಹುದು ಎಂದರು. ಕೊತ್ತೂರು, ಬೆಳ್ಳಾಲ ಬೊಮ್ಮಸಂದ್ರ ಕೆರೆಗಳನ್ನು ವೀಕ್ಷಿಸಿ ಈಗ ತಾಲೂಕಿನಲ್ಲಿ ಅಭಿವೃದ್ಧಿ ಮಾಡುತ್ತಿರುವ ಗೊಟಕನಾಪುರ ಕೆರೆ ೧೭ನೇ ಕೆರೆ ಆಗಿದೆ ಎಂದು ನುಡಿದರು.: [171, 386, 643, 530]
- article-headline-line2: ಸಮಿತಿಗೆ ಶಬ್ಬೀರ್ ಸದಸ್ಯರಾಗಿ ನೇಮಕ: [1191, 1293, 1418, 1316]
- article-kicker: ಗೊಟಕನಾಪುರ ಕೆರೆ ವೀಕ್ಷಿಸಿ ಮಾಜಿ ಸಚಿವ ಸುರೇಶ್‌ಕುಮಾರ್ ಕರೆ: [171, 93, 643, 116]
- article-body: ಚೇಳೂರು: ತಾಲೂಕಿನ ಬುರುಡುಗುಂಟೆ ಗ್ರಾಮ ಪಂಚಾಯಿತಿ ಕೇಂದ್ರ ಸ್ಥಾನದಲ್ಲಿ ಗ್ರಾಮ ಪಂಚಾಯಿತಿ ಕಾರ್ಯಾಲಯದ ಮುಂಭಾಗದ ಹೃದಯ ಭಾಗದಲ್ಲಿರುವ ರಸ್ತೆ ಕಾಲ್ನಡಿಗೆ ಸೌಲಭ್ಯಗಳು ಇಲ್ಲ. ಹಲವು ವರ್ಷಗಳಿಂದ ಮುಖ್ಯ ರಸ್ತೆಗೆ ಕಾಲುವೆಯಲ್ಲಿ ತೆರಳಲು ಕಷ್ಟವಾಗುತ್ತದೆ. ಇಲ್ಲಿನ ರಸ್ತೆ ಗುಂಡಿ ಸಂಪೂರ್ಣ ಅಧ್ವಾನವಾಗಿದ್ದು ಇದೇ ರಸ್ತೆಯಲ್ಲಿ ವ್ಯಾಪಾರ ವಹಿವಾಟು, ರಾಮದೇವಸ್ಥಾನ, ಸರ್ಕಾರಿ ಆಸ್ಪತ್ರೆ, ಪಿಎಂಶ್ರೀ ಸರ್ಕಾರಿ ಪ್ರಾಥಮಿಕ ಶಾಲೆ, ಗ್ರಾಮ ಪಂಚಾಯಿತಿ ಕಚೇರಿ, ಕರ್ನಾಟಕ ಗ್ರಾಮೀಣ ಬ್ಯಾಂಕ್, ಉರ್ದು ಶಾಲೆ, ವ್ಯವಸಾಯ ಸೇವಾ ಸಹಕಾರ ಸಂಘ, ಬಿಎಸ್ಎನ್ಎಲ್ ಕಚೇರಿಗಳಿದ್ದು ದಿನನಿತ್ಯ ನೂರಾರು ಜನ ಓಡಾಡುತ್ತಾರೆ. ಸಣ್ಣ ಮಳೆ ಬಂದರೂ ನೀರು ನಿಂತು ಸಾರ್ವಜನಿಕರು ಪರದಾಡುವಂತಾಗಿದೆ. ಸಂಬಂಧಪಟ್ಟ ಅಧಿಕಾರಿಗಳು ಕೂಡಲೇ ರಸ್ತೆ ದುರಸ್ತಿ ಮಾಡಬೇಕೆಂದು ಗ್ರಾಮಸ್ಥರು ಒತ್ತಾಯಿಸಿದ್ದಾರೆ.: [171, 699, 643, 843]
- article-body: ಚಿಂತಾಮಣಿ: ಸಂತರ ಬೋಧನೆಗಳು ನಿಸ್ವಾರ್ಥದಿಂದ ಕೂಡಿದೆ. ಅವರು ಸರಿಯಾದ ಮಾರ್ಗದರ್ಶನದಿಂದ ಅಭಿವೃದ್ಧಿಯಾಗುತ್ತದೆ. ಸ್ವಾರ್ಥದಿಂದ ಮಾನವರ ಅಭಿವೃದ್ಧಿ ಸಾಧ್ಯವಿಲ್ಲ ಎಂದು ಶ್ರೀ ಕ್ಷೇತ್ರದ ಧರ್ಮಾಧಿಕಾರಿ ಡಾ.ಎಂ.ಆರ್. ಜಯರಾಮ್ ಅಭಿಪ್ರಾಯಪಟ್ಟರು. ತಾಲೂಕಿನ ಶ್ರೀಕ್ಷೇತ್ರ ಕೈವಾರದ ಸದ್ಗುರು ಶ್ರೀಯೋಗಿನಾರೇಯಣ ಮಠದಲ್ಲಿ ನಡೆದ ಕಾರ್ಯಕ್ರಮದಲ್ಲಿ ಅವರು ಮಾತನಾಡಿದರು. ಆದಿನಿಂದ ನಾರೇಯಣರಿಗೂ ಅತ್ಯಂತ ಪ್ರಿಯವಾದದ್ದು, ಭಗವಂತನ ಸೇವೆಯಲ್ಲಿ ತೊಡಗಿರುವ ಸಜ್ಜನರ ಸಂಗ ಮುಖ್ಯ. ಸದ್ಗುರು ಕೈವಾರ ತಾತಯ್ಯನವರು ಮಾನವರ ಉದ್ಧಾರಕ್ಕಾಗಿ ಹಲವಾರು ತತ್ವಗಳನ್ನು ಬೋಧಿಸಿದ್ದಾರೆ ಎಂದರು. ಭಕ್ತರು ಭಜನೆ, ಸಂಕೀರ್ತನೆಯಲ್ಲಿ ಭಾಗವಹಿಸಿದ್ದರು.: [171, 1290, 643, 1397]
- divider: [171, 637, 643, 639]
- imprint-footer: [169, 2231, 1462, 2252]
- divider: [169, 85, 1462, 90]
- article-body: ಬೆಂಗಳೂರು: ಮುಖ್ಯಮಂತ್ರಿ ಸಿದ್ದರಾಮಯ್ಯ ಅಧ್ಯಕ್ಷತೆಯಲ್ಲಿ ನಡೆದ ಸಚಿವ ಸಂಪುಟ ಸಭೆಯಲ್ಲಿ ಕರ್ನಾಟಕ ಸರ್ಕಾರ ರಾಜ್ಯ ಸರ್ಕಾರಿ ನೌಕರರ ಸಾರ್ವತ್ರಿಕ ವರ್ಗಾವಣೆ ೨೦೨೫ಕ್ಕೆ ಅನುಮೋದನೆ ನೀಡಿದೆ. ಮೇ ೧೫ ರಿಂದ ಜೂನ್ ೧೪ರ ತನಕ ವರ್ಗಾವಣೆ ನಡೆಯಲಿದೆ ಎಂದು ಘೋಷಣೆ ಮಾಡಲಾಗಿದೆ.: [653, 468, 815, 593]
- article-headline: ವಿ.ಕೃಷ್ಣಪ್ಪ ನಿಧನ: [687, 655, 781, 676]
- masthead: [169, 41, 1397, 83]
- lake-visit-photo: [171, 167, 643, 380]
- article-rk-vision: [819, 93, 1463, 186]
- article-body: ಚೇಳೂರು: ಸಮೀಪದ ಹುಲಿವಾನಹಳ್ಳಿಯ ನಿವಾಸಿ, ಕ್ಷೇತ್ರ ಶಿಕ್ಷಣ ಅಧಿಕಾರಿಗಳ ಕಚೇರಿಯ ನಿವೃತ್ತ ನೌಕರ ವಿ.ಕೃಷ್ಣಪ್ಪ (೮೮) ನಿಧನರಾದರು. ಮೃತರು ಪತ್ನಿ, ಇಬ್ಬರು ಪುತ್ರರು, ಒಬ್ಬ ಪುತ್ರಿ ಹಾಗೂ ಅಪಾರ ಬಂಧುಬಳಗವನ್ನು ಅಗಲಿದ್ದಾರೆ.: [653, 814, 815, 921]
- article-headline-line2: ಸಾರ್ವತ್ರಿಕ ವರ್ಗಾವಣೆಗೆ ಅನುಮೋದನೆ: [681, 429, 786, 463]
- case-number: ಅಮಲ್ಜಾರಿ ನಂ. 51/2023: [1254, 1576, 1357, 1590]
- award-ceremony-photo: [986, 597, 1463, 815]
- student-photo: [1369, 361, 1455, 454]
- student-photo: [1280, 231, 1366, 323]
- ceremony-photo: [171, 1102, 643, 1282]
- obituary-ramareddy: [653, 930, 815, 1238]
- divider: [171, 1022, 643, 1024]
- notice-heading: ನೋಟೀಸು: [1276, 1741, 1335, 1763]
- student-card: G MANMOHAN: [1280, 361, 1366, 488]
- tender-subtitle: (ಸ್ಟ್ಯಾಂಡರ್ಡ್ ಟೆಂಡರ್ ಡಾಕ್ಯೂಮೆಂಟ್ ನಿಬಂಧನೆಗಳಿಗೆ ಒಳಪಟ್ಟು ಇ-ಟೆಂಡರ್ ಮುಖಾಂತರ ಟೆಂಡರ್ ಆಹ್ವಾನಿಸಲಾಗಿದೆ): [207, 1767, 607, 1780]
- paper-name: KOLARA PATRIKE,: [257, 49, 448, 74]
- article-headline: ಅಂಕಪಟ್ಟಿಯಲ್ಲಿ ಅಗ್ರಸ್ಥಾನಕ್ಕೇರಿದ ಪಂಜಾಬ್: [660, 93, 807, 129]
- column-header: ಕ್ರ.ಸಂ.: [182, 1907, 213, 1947]
- table-row: 2 DMA/2025-26/ EL/WORK_INDENT40463 15.28 37,500.00 3 ತಿಂಗಳು: [182, 2009, 633, 2049]
- article-mallappa: [667, 1270, 1134, 1337]
- student-card: SUPRIYA D R: [1191, 361, 1277, 488]
- divider: [653, 1264, 1463, 1266]
